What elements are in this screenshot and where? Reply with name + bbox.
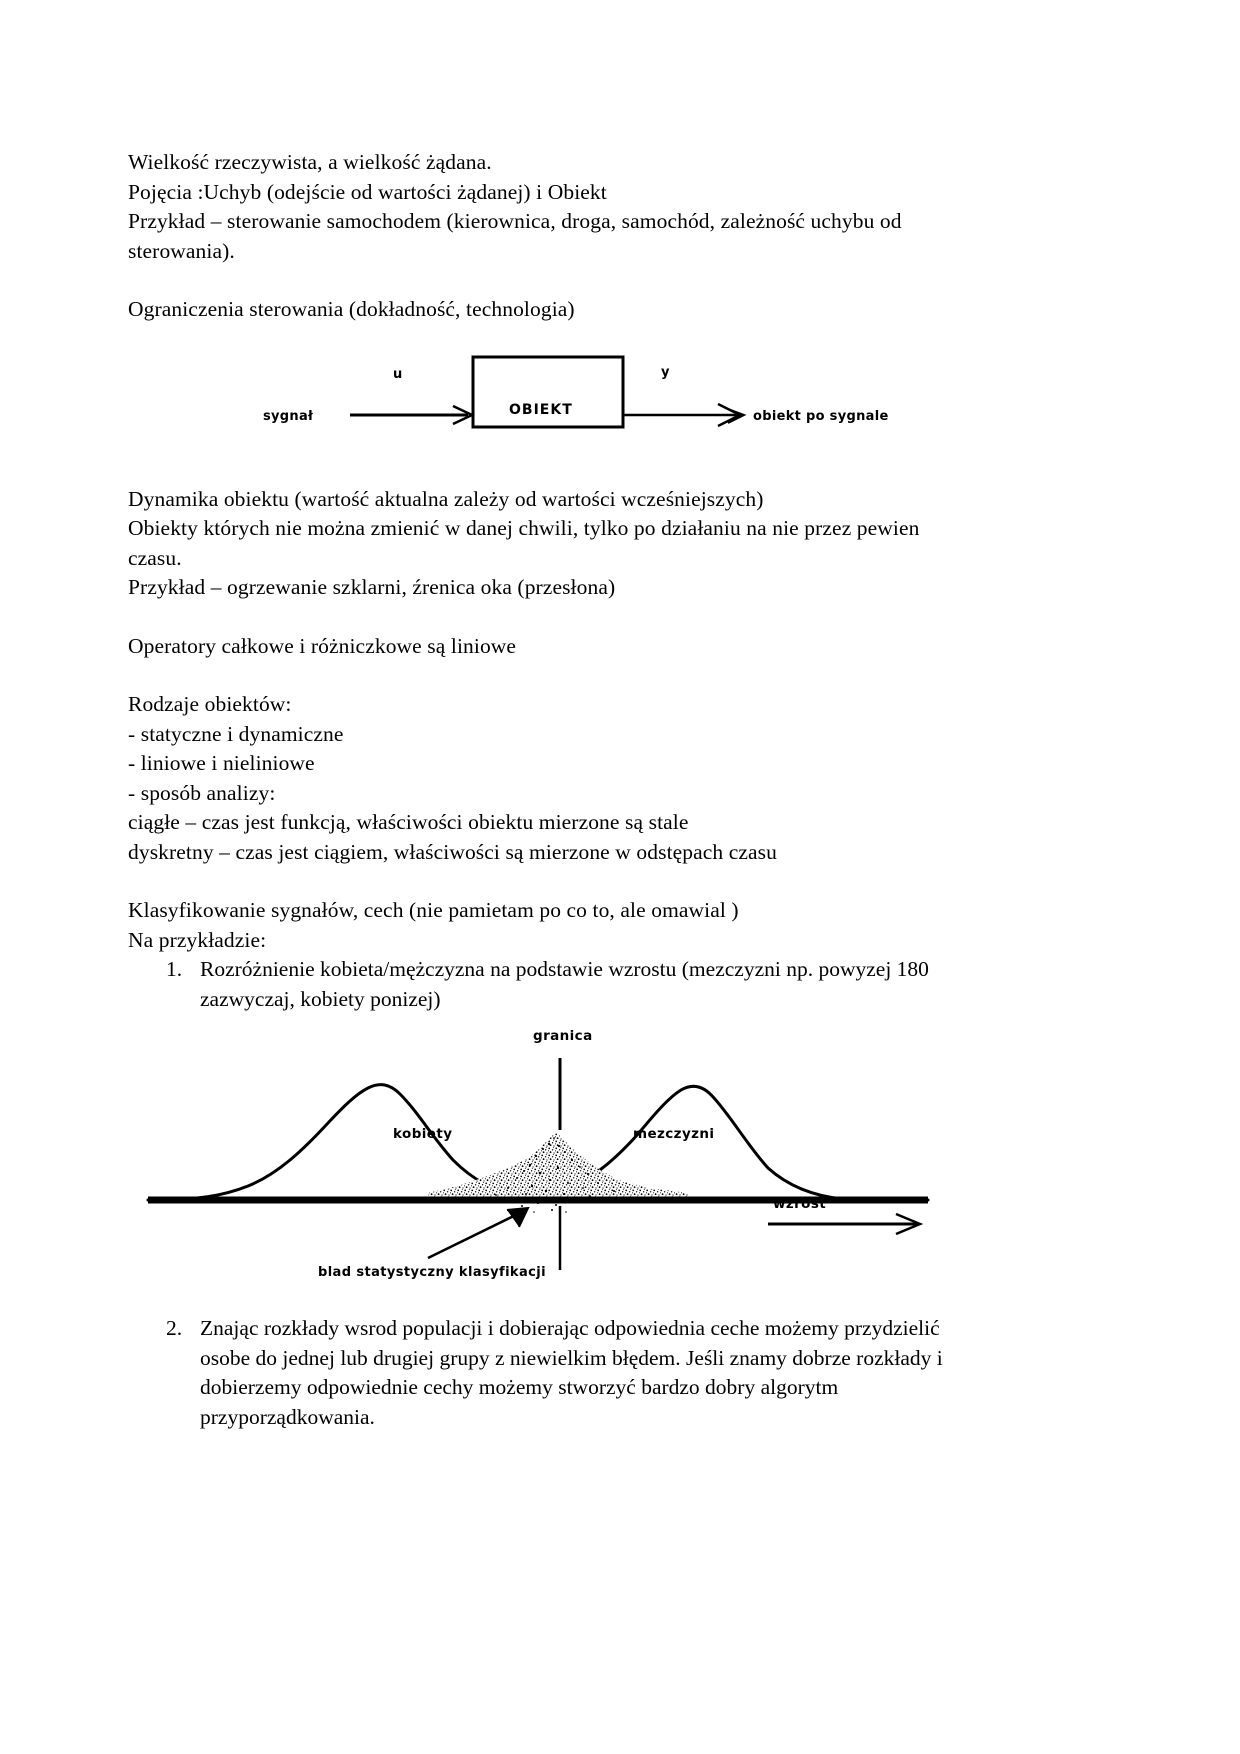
spacer [128, 266, 958, 295]
diagram-input-label: sygnał [263, 408, 314, 424]
numbered-list-1 [128, 955, 958, 1014]
chart-label-mezczyzni: mezczyzni [633, 1126, 715, 1142]
spacer [128, 867, 958, 896]
list-item-line: przyporządkowania. [200, 1404, 375, 1429]
paragraph-rodzaje [128, 690, 958, 867]
spacer [128, 455, 958, 485]
paragraph-line: Na przykładzie: [128, 927, 267, 952]
list-item-line: osobe do jednej lub drugiej grupy z niewielkim błędem. Jeśli znamy dobrze rozkłady i [200, 1345, 943, 1370]
diagram-output-signal: y [661, 364, 670, 380]
paragraph-line: dyskretny – czas jest ciągiem, właściwości są mierzone w odstępach czasu [128, 839, 777, 864]
paragraph-line: Wielkość rzeczywista, a wielkość żądana. [128, 150, 492, 174]
paragraph-intro [128, 148, 958, 266]
diagram-block-label: OBIEKT [509, 401, 573, 418]
diagram-input-signal: u [393, 366, 403, 382]
paragraph-line: Pojęcia :Uchyb (odejście od wartości żądanej) i Obiekt [128, 179, 607, 204]
diagram-output-label: obiekt po sygnale [753, 408, 889, 424]
paragraph-line: Przykład – ogrzewanie szklarni, źrenica oka (przesłona) [128, 575, 616, 599]
chart-label-blad-statystyczny: blad statystyczny klasyfikacji [318, 1265, 546, 1280]
list-item-line: zazwyczaj, kobiety ponizej) [200, 986, 441, 1011]
paragraph-line: sterowania). [128, 238, 235, 263]
paragraph-klasyfikowanie [128, 896, 958, 955]
paragraph-line: - statyczne i dynamiczne [128, 721, 344, 746]
list-item [166, 955, 958, 1014]
chart-axis-label-wzrost: wzrost [773, 1196, 827, 1212]
spacer [128, 603, 958, 632]
paragraph-line: Przykład – sterowanie samochodem (kierownica, droga, samochód, zależność uchybu od [128, 209, 902, 233]
paragraph-line: - sposób analizy: [128, 780, 276, 805]
list-item [166, 1314, 958, 1432]
blad-pointer-line [428, 1210, 526, 1258]
paragraph-line: Ograniczenia sterowania (dokładność, technologia) [128, 297, 575, 321]
distribution-chart-figure [128, 1028, 958, 1298]
spacer [128, 661, 958, 690]
paragraph-line: Klasyfikowanie sygnałów, cech (nie pamietam po co to, ale omawial ) [128, 898, 739, 922]
paragraph-line: Dynamika obiektu (wartość aktualna zależy od wartości wcześniejszych) [128, 486, 764, 511]
paragraph-line: Obiekty których nie można zmienić w danej chwili, tylko po działaniu na nie przez pewien [128, 516, 920, 540]
list-item-line: Rozróżnienie kobieta/mężczyzna na podstawie wzrostu (mezczyzni np. powyzej 180 [200, 957, 929, 981]
block-diagram-svg [128, 339, 958, 449]
paragraph-line: Operatory całkowe i różniczkowe są liniowe [128, 633, 517, 658]
list-item-number: 1. [166, 957, 183, 981]
block-diagram-figure [128, 339, 958, 449]
paragraph-line: czasu. [128, 545, 182, 570]
paragraph-dynamika [128, 485, 958, 603]
list-item-number: 2. [166, 1316, 183, 1340]
document-content [128, 148, 958, 1432]
list-item-line: Znając rozkłady wsrod populacji i dobierając odpowiednia ceche możemy przydzielić [200, 1316, 940, 1340]
paragraph-line: ciągłe – czas jest funkcją, właściwości obiektu mierzone są stale [128, 810, 689, 834]
chart-label-kobiety: kobiety [393, 1126, 453, 1142]
paragraph-line: Rodzaje obiektów: [128, 692, 292, 716]
chart-label-granica: granica [533, 1028, 593, 1044]
distribution-chart-svg [128, 1028, 958, 1298]
paragraph-ograniczenia [128, 295, 958, 325]
list-item-line: dobierzemy odpowiednie cechy możemy stworzyć bardzo dobry algorytm [200, 1375, 839, 1399]
numbered-list-2 [128, 1314, 958, 1432]
paragraph-line: - liniowe i nieliniowe [128, 751, 315, 775]
paragraph-operatory [128, 632, 958, 662]
